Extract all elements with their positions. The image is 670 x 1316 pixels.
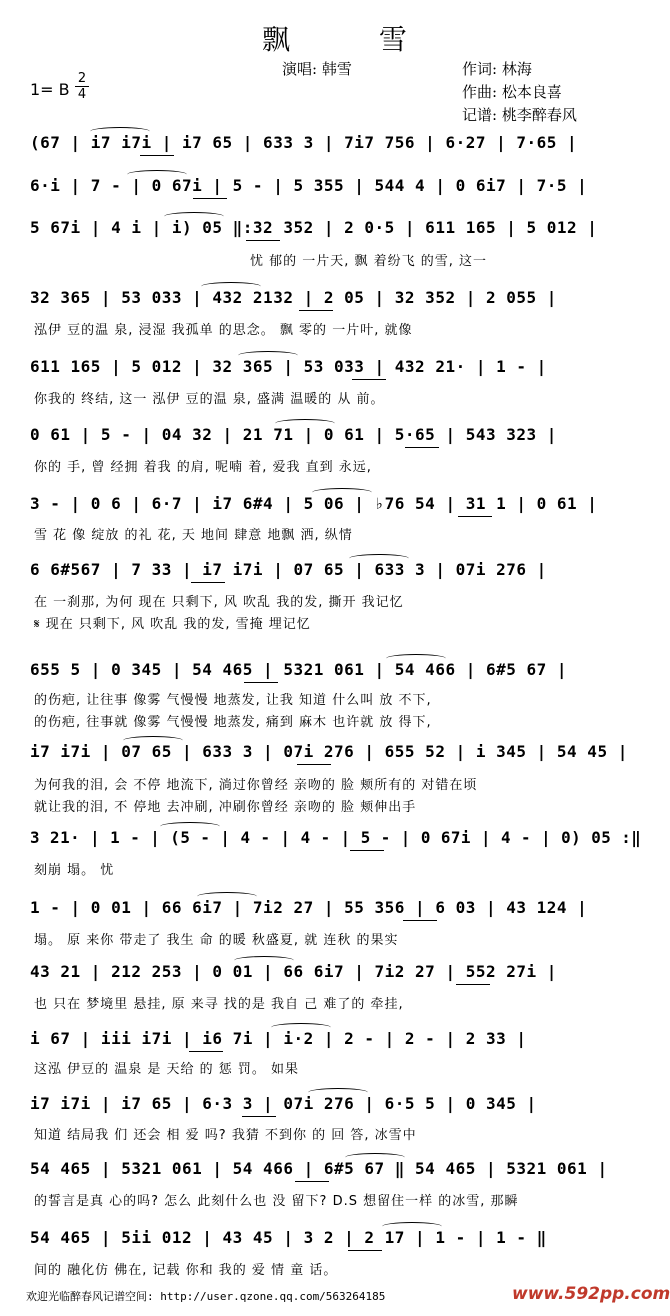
beat-underline <box>244 682 278 683</box>
slur-mark <box>312 488 372 497</box>
beat-underline <box>246 240 280 241</box>
notation-line: 1 - | 0 01 | 66 6i7 | 7i2 27 | 55 356 | 6 03 | 43 124 | <box>30 898 588 917</box>
beat-underline <box>189 1051 223 1052</box>
lyric-line: 就让我的泪, 不 停地 去冲刷, 冲刷你曾经 亲吻的 脸 颊伸出手 <box>34 800 417 815</box>
beat-underline <box>242 1116 276 1117</box>
lyric-line: 雪 花 像 绽放 的礼 花, 天 地间 肆意 地飘 洒, 纵情 <box>34 528 353 543</box>
slur-mark <box>382 1222 442 1231</box>
slur-mark <box>349 554 409 563</box>
notation-line: 0 61 | 5 - | 04 32 | 21 71 | 0 61 | 5·65 | 543 323 | <box>30 425 557 444</box>
lyric-line: 𝄋 现在 只剩下, 风 吹乱 我的发, 雪掩 埋记忆 <box>34 617 311 632</box>
notation-line: 5 67i | 4 i | i) 05 ‖:32 352 | 2 0·5 | 611 165 | 5 012 | <box>30 218 598 237</box>
lyric-line: 塌。 原 来你 带走了 我生 命 的暖 秋盛夏, 就 连秋 的果实 <box>34 933 399 948</box>
slur-mark <box>127 170 187 179</box>
notation-line: i7 i7i | 07 65 | 633 3 | 07i 276 | 655 52 | i 345 | 54 45 | <box>30 742 628 761</box>
notation-line: 3 21· | 1 - | (5 - | 4 - | 4 - | 5 - | 0 67i | 4 - | 0) 05 :‖ <box>30 828 642 847</box>
beat-underline <box>405 447 439 448</box>
transcriber-credit: 记谱: 桃李醉春风 <box>462 106 577 124</box>
slur-mark <box>90 127 150 136</box>
notation-line: 54 465 | 5ii 012 | 43 45 | 3 2 | 2 17 | 1 - | 1 - ‖ <box>30 1228 547 1247</box>
lyric-line: 泓伊 豆的温 泉, 浸湿 我孤单 的思念。 飘 零的 一片叶, 就像 <box>34 323 413 338</box>
beat-underline <box>350 850 384 851</box>
notation-line: i7 i7i | i7 65 | 6·3 3 | 07i 276 | 6·5 5 | 0 345 | <box>30 1094 537 1113</box>
slur-mark <box>164 212 224 221</box>
beat-underline <box>348 1250 382 1251</box>
lyric-line: 的伤疤, 让往事 像雾 气慢慢 地蒸发, 让我 知道 什么叫 放 不下, <box>34 693 432 708</box>
slur-mark <box>386 654 446 663</box>
lyric-line: 为何我的泪, 会 不停 地流下, 淌过你曾经 亲吻的 脸 颊所有的 对错在顷 <box>34 778 478 793</box>
beat-underline <box>297 764 331 765</box>
notation-line: 54 465 | 5321 061 | 54 466 | 6#5 67 ‖ 54 465 | 5321 061 | <box>30 1159 608 1178</box>
lyric-line: 这泓 伊豆的 温泉 是 天给 的 惩 罚。 如果 <box>34 1062 300 1077</box>
slur-mark <box>275 419 335 428</box>
singer-credit: 演唱: 韩雪 <box>282 60 352 78</box>
beat-underline <box>295 1181 329 1182</box>
notation-line: 6·i | 7 - | 0 67i | 5 - | 5 355 | 544 4 | 0 6i7 | 7·5 | <box>30 176 588 195</box>
footer-text: 欢迎光临醉春风记谱空间: http://user.qzone.qq.com/563264185 <box>26 1290 386 1303</box>
lyric-line: 也 只在 梦境里 悬挂, 原 来寻 找的是 我自 己 难了的 牵挂, <box>34 997 404 1012</box>
slur-mark <box>201 282 261 291</box>
slur-mark <box>345 1153 405 1162</box>
brand-logo: www.592pp.com <box>512 1284 670 1304</box>
notation-line: 3 - | 0 6 | 6·7 | i7 6#4 | 5 06 | ♭76 54 | 31 1 | 0 61 | <box>30 494 598 513</box>
slur-mark <box>197 892 257 901</box>
slur-mark <box>238 351 298 360</box>
composer-credit: 作曲: 松本良喜 <box>462 83 562 101</box>
lyricist-credit: 作词: 林海 <box>462 60 532 78</box>
slur-mark <box>123 736 183 745</box>
notation-line: 43 21 | 212 253 | 0 01 | 66 6i7 | 7i2 27 | 552 27i | <box>30 962 557 981</box>
lyric-line: 你我的 终结, 这一 泓伊 豆的温 泉, 盛满 温暖的 从 前。 <box>34 392 385 407</box>
notation-line: 32 365 | 53 033 | 432 2132 | 2 05 | 32 352 | 2 055 | <box>30 288 557 307</box>
notation-line: i 67 | iii i7i | i6 7i | i·2 | 2 - | 2 - | 2 33 | <box>30 1029 527 1048</box>
beat-underline <box>403 920 437 921</box>
lyric-line: 刻崩 塌。 忧 <box>34 863 115 878</box>
beat-underline <box>456 984 490 985</box>
notation-line: 6 6#567 | 7 33 | i7 i7i | 07 65 | 633 3 | 07i 276 | <box>30 560 547 579</box>
beat-underline <box>191 582 225 583</box>
notation-line: 655 5 | 0 345 | 54 465 | 5321 061 | 54 466 | 6#5 67 | <box>30 660 568 679</box>
lyric-line: 间的 融化仿 佛在, 记载 你和 我的 爱 情 童 话。 <box>34 1263 338 1278</box>
beat-underline <box>458 516 492 517</box>
song-title: 飘 雪 <box>262 23 447 56</box>
time-top: 2 <box>77 71 87 86</box>
slur-mark <box>160 822 220 831</box>
lyric-line: 的伤疤, 往事就 像雾 气慢慢 地蒸发, 痛到 麻木 也许就 放 得下, <box>34 715 432 730</box>
lyric-line: 忧 郁的 一片天, 飘 着纷飞 的雪, 这一 <box>250 254 488 269</box>
slur-mark <box>308 1088 368 1097</box>
time-bottom: 4 <box>77 87 87 102</box>
slur-mark <box>271 1023 331 1032</box>
lyric-line: 知道 结局我 们 还会 相 爱 吗? 我猜 不到你 的 回 答, 冰雪中 <box>34 1128 417 1143</box>
beat-underline <box>299 310 333 311</box>
beat-underline <box>352 379 386 380</box>
notation-line: 611 165 | 5 012 | 32 365 | 53 033 | 432 21· | 1 - | <box>30 357 547 376</box>
key-signature: 1= B <box>30 80 70 99</box>
time-signature <box>75 72 89 101</box>
lyric-line: 的誓言是真 心的吗? 怎么 此刻什么也 没 留下? D.S 想留住一样 的冰雪, 那瞬 <box>34 1194 519 1209</box>
lyric-line: 在 一刹那, 为何 现在 只剩下, 风 吹乱 我的发, 撕开 我记忆 <box>34 595 404 610</box>
lyric-line: 你的 手, 曾 经拥 着我 的肩, 呢喃 着, 爱我 直到 永远, <box>34 460 372 475</box>
slur-mark <box>234 956 294 965</box>
notation-line: (67 | i7 i7i | i7 65 | 633 3 | 7i7 756 | 6·27 | 7·65 | <box>30 133 578 152</box>
beat-underline <box>193 198 227 199</box>
beat-underline <box>140 155 174 156</box>
